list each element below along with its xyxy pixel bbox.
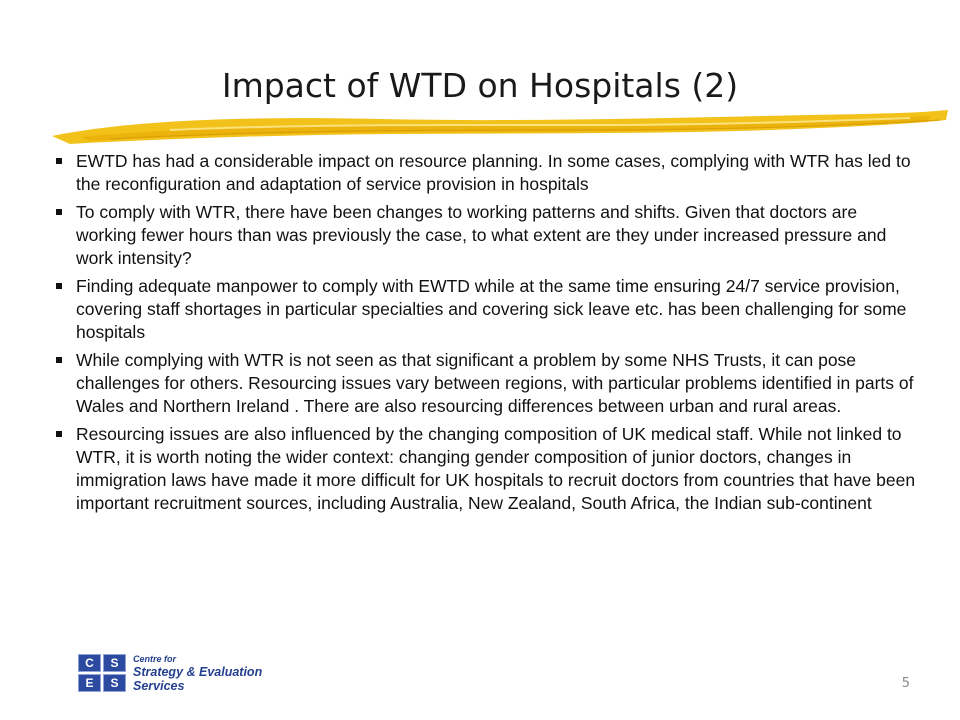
bullet-item (50, 423, 920, 515)
bullet-item (50, 150, 920, 196)
square-bullet-icon (56, 283, 62, 289)
slide-title: Impact of WTD on Hospitals (2) (221, 66, 739, 105)
square-bullet-icon (56, 357, 62, 363)
square-bullet-icon (56, 209, 62, 215)
square-bullet-icon (56, 158, 62, 164)
bullet-list (50, 150, 920, 520)
bullet-item (50, 275, 920, 344)
bullet-text: While complying with WTR is not seen as that significant a problem by some NHS Trusts, it can pose challenges for others. Resourcing issues vary between regions, with particular problems identified in parts of Wales and Northern Ireland . There are also resourcing differences between urban and rural areas. (76, 350, 914, 416)
logo-line-2: Strategy & Evaluation (133, 665, 263, 679)
logo-mark (78, 654, 126, 692)
title-brush-underline (50, 106, 950, 148)
bullet-item (50, 201, 920, 270)
bullet-text: Finding adequate manpower to comply with EWTD while at the same time ensuring 24/7 service provision, covering staff shortages in particular specialties and covering sick leave etc. has been challenging for some hospitals (76, 276, 907, 342)
logo-line-3: Services (133, 679, 185, 693)
cses-logo (78, 654, 298, 694)
logo-line-1: Centre for (133, 654, 177, 664)
bullet-text: To comply with WTR, there have been changes to working patterns and shifts. Given that doctors are working fewer hours than was previously the case, to what extent are they under increased pressure and work intensity? (76, 202, 887, 268)
logo-letter: S (103, 674, 126, 692)
logo-letter: C (78, 654, 101, 672)
logo-letter: E (78, 674, 101, 692)
bullet-text: Resourcing issues are also influenced by the changing composition of UK medical staff. While not linked to WTR, it is worth noting the wider context: changing gender composition of junior doctors, changes in immigration laws have made it more difficult for UK hospitals to recruit doctors from countries that have been important recruitment sources, including Australia, New Zealand, South Africa, the Indian sub-continent (76, 424, 916, 513)
square-bullet-icon (56, 431, 62, 437)
slide-number: 5 (901, 676, 910, 691)
logo-letter: S (103, 654, 126, 672)
logo-text (133, 654, 262, 693)
bullet-item (50, 349, 920, 418)
bullet-text: EWTD has had a considerable impact on resource planning. In some cases, complying with WTR has led to the reconfiguration and adaptation of service provision in hospitals (76, 151, 911, 194)
